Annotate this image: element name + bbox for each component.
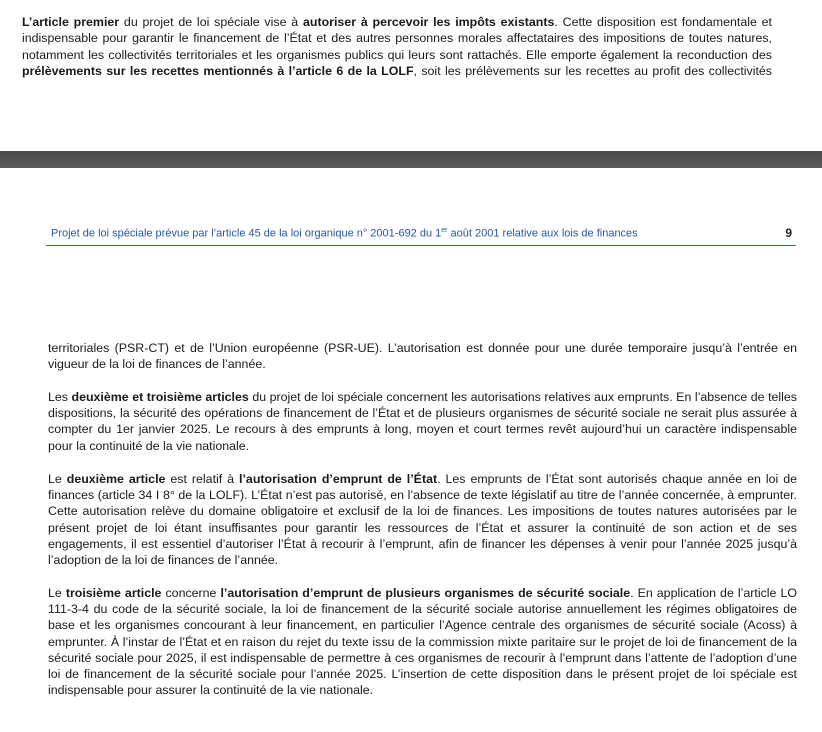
bold-phrase: autoriser à percevoir les impôts existants (303, 15, 555, 29)
continuation-paragraph (48, 340, 797, 372)
article-premier-paragraph (22, 14, 772, 80)
bold-phrase: prélèvements sur les recettes mentionnés à l’article 6 de la LOLF (22, 64, 414, 79)
page-separator (0, 151, 822, 168)
previous-page-bottom (0, 0, 822, 150)
bold-phrase: troisième article (65, 586, 162, 600)
text-run: . En application de l’article LO 111-3-4 du code de la sécurité sociale, la loi de financement de la sécurité sociale autorise annuellement les régimes obligatoires de base et les organismes concourant à leur financement, en particulier l’Agence centrale des organismes de sécurité sociale (Acoss) à emprunter. À l’instar de l’État et en raison du rejet du texte issu de la commission mixte paritaire sur le projet de loi de financement de la sécurité sociale pour 2025, il est indispensable de permettre à ces organismes de recourir à l’emprunt dans l’attente de l’adoption d’une loi de financement de la sécurité sociale pour l’année 2025. L’insertion de cette disposition dans le présent projet de loi spéciale est indispensable pour assurer la continuité de la vie nationale. (48, 586, 797, 698)
bold-phrase: deuxième et troisième articles (71, 390, 249, 404)
bold-phrase: L’article premier (22, 15, 120, 29)
text-run: , soit les prélèvements sur les recettes au profit des collectivités (413, 64, 773, 79)
bold-phrase: l’autorisation d’emprunt de l’État (239, 472, 438, 486)
text-run: Les (48, 390, 72, 404)
text-run: est relatif à (165, 472, 240, 486)
bold-phrase: l’autorisation d’emprunt de plusieurs organismes de sécurité sociale (220, 586, 631, 600)
header-title (51, 227, 638, 240)
text-run: territoriales (PSR-CT) et de l’Union européenne (PSR-UE). L’autorisation est donnée pour une durée temporaire jusqu’à l’entrée en vigueur de la loi de finances de l’année. (48, 341, 797, 372)
emprunts-paragraph (48, 389, 797, 454)
text-run: du projet de loi spéciale vise à (119, 15, 303, 29)
page-number: 9 (785, 226, 792, 240)
text-run: Le (48, 586, 66, 600)
text-run: Le (48, 472, 67, 486)
bold-phrase: deuxième article (66, 472, 166, 486)
header-title-superscript: er (441, 227, 448, 234)
text-run: . Les emprunts de l’État sont autorisés chaque année en loi de finances (article 34 I 8° de la LOLF). L’État n’est pas autorisé, en l’absence de texte législatif au titre de l’année concernée, à emprunter. Cette autorisation relève du domaine obligatoire et exclusif de la loi de finances. Les impositions de toutes natures autorisées par le présent projet de loi étant insuffisantes pour garantir les ressources de l’État et assurer la continuité de son action et de ses engagements, il est essentiel d’autoriser l’État à recourir à l’emprunt, afin de financer les dépenses à venir pour l’année 2025 jusqu’à l’adoption de la loi de finances de l’année. (48, 472, 797, 568)
page-header (46, 225, 796, 246)
troisieme-article-paragraph (48, 585, 797, 698)
deuxieme-article-paragraph (48, 471, 797, 568)
header-title-part: Projet de loi spéciale prévue par l’article 45 de la loi organique n° 2001-692 du 1 (51, 227, 442, 240)
text-run: . Cette disposition est fondamentale et indispensable pour garantir le financement de l’État et des autres personnes morales affectataires des impositions de toutes natures, notamment les collectivités territoriales et les organismes publics qui leurs sont rattachés. Elle emporte également la reconduction des (22, 15, 772, 62)
header-title-part: août 2001 relative aux lois de finances (447, 227, 638, 240)
text-run: concerne (161, 586, 221, 600)
text-run: du projet de loi spéciale concernent les autorisations relatives aux emprunts. En l’absence de telles dispositions, la sécurité des opérations de financement de l’État et de plusieurs organismes de sécurité sociale ne serait plus assurée à compter du 1er janvier 2025. Le recours à des emprunts à long, moyen et court termes revêt aujourd’hui un caractère indispensable pour la continuité de la vie nationale. (48, 390, 797, 453)
